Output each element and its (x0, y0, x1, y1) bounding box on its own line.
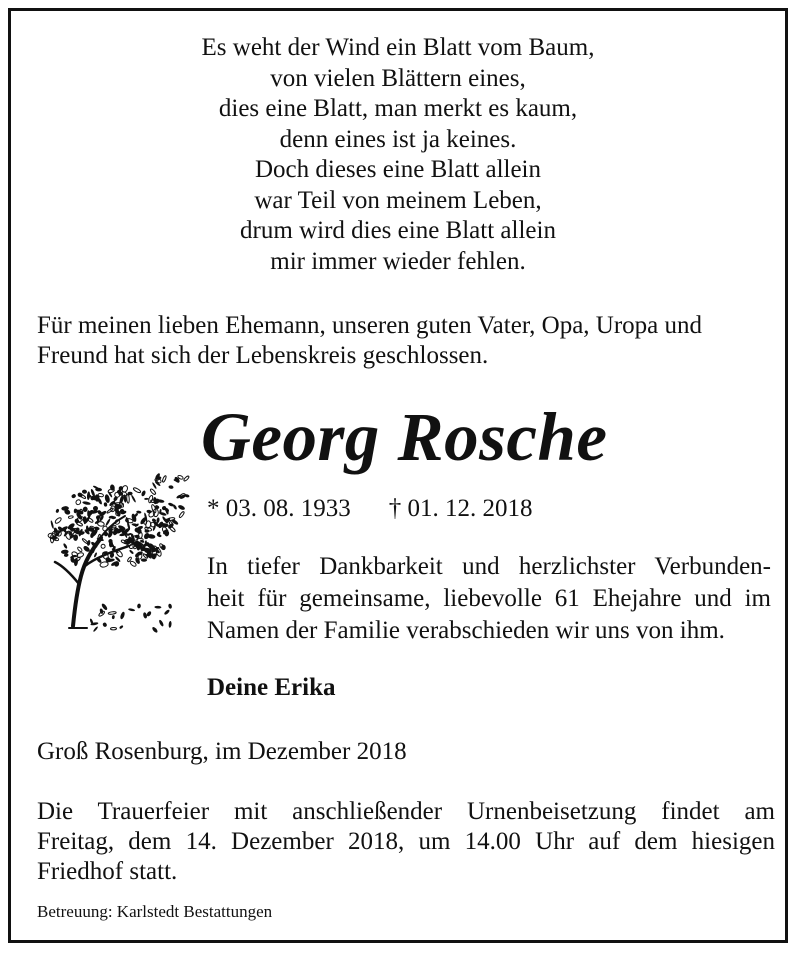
ceremony-line: Friedhof statt. (37, 858, 178, 885)
poem-line: Doch dieses eine Blatt allein (254, 156, 542, 183)
life-dates (207, 494, 533, 524)
poem (11, 33, 785, 277)
death-date: † 01. 12. 2018 (388, 495, 533, 522)
funeral-service-credit: Betreuung: Karlstedt Bestattungen (37, 902, 273, 921)
ceremony-info (37, 797, 775, 887)
poem-line: denn eines ist ja keines. (279, 125, 517, 153)
poem-line: Es weht der Wind ein Blatt vom Baum, (201, 34, 595, 61)
ceremony-line: Die Trauerfeier mit anschließender Urnenbeisetzung findet am (37, 798, 775, 825)
intro-line: Für meinen lieben Ehemann, unseren guten Vater, Opa, Uropa und (37, 312, 703, 339)
poem-line: von vielen Blättern eines, (270, 64, 526, 92)
tribute-text (207, 551, 771, 647)
windblown-tree-icon (33, 466, 193, 641)
signature: Deine Erika (207, 674, 336, 701)
poem-line: drum wird dies eine Blatt allein (240, 217, 556, 244)
poem-line: war Teil von meinem Leben, (254, 186, 542, 214)
place-date: Groß Rosenburg, im Dezember 2018 (37, 738, 407, 765)
intro-line: Freund hat sich der Lebenskreis geschlossen. (37, 342, 489, 369)
poem-line: dies eine Blatt, man merkt es kaum, (218, 95, 578, 122)
birth-date: * 03. 08. 1933 (207, 495, 351, 522)
poem-line: mir immer wieder fehlen. (270, 247, 526, 275)
tribute-line: Namen der Familie verabschieden wir uns von ihm. (207, 617, 725, 644)
intro-text (37, 311, 767, 371)
ceremony-line: Freitag, dem 14. Dezember 2018, um 14.00 Uhr auf dem hiesigen (37, 828, 775, 855)
deceased-name: Georg Rosche (201, 399, 608, 475)
tribute-line: In tiefer Dankbarkeit und herzlichster Verbunden- (207, 553, 771, 580)
tribute-line: heit für gemeinsame, liebevolle 61 Ehejahre und im (207, 585, 771, 612)
obituary-notice (8, 8, 788, 943)
